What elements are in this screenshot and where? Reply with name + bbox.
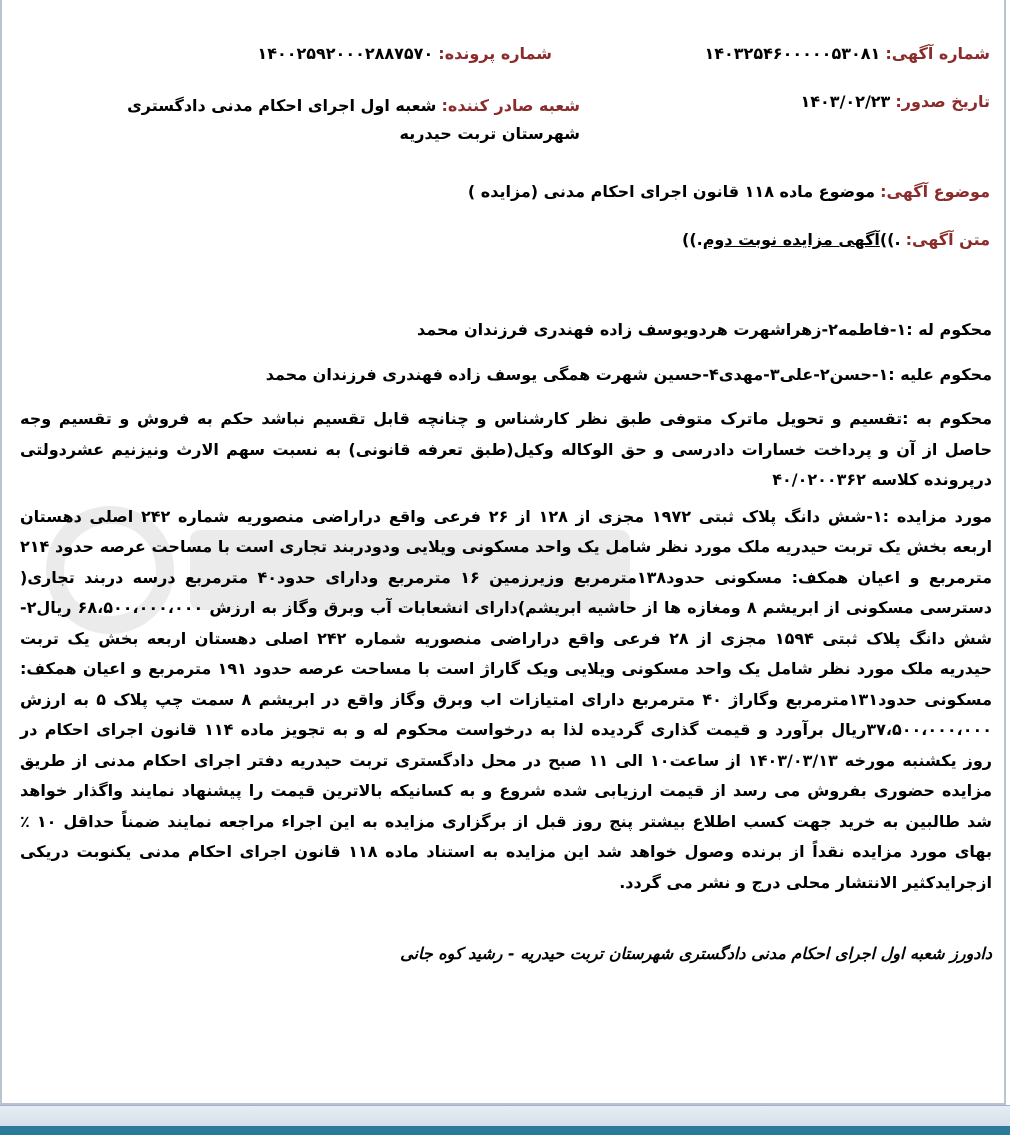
- case-number-label: شماره پرونده:: [438, 44, 552, 63]
- issuer: [60, 92, 580, 148]
- case-number-value: ۱۴۰۰۲۵۹۲۰۰۰۲۸۸۷۵۷۰: [257, 44, 434, 63]
- ad-number-label: شماره آگهی:: [885, 44, 990, 63]
- ad-text-prefix: .)): [879, 230, 901, 249]
- judgment-debtor: محکوم علیه :۱-حسن۲-علی۳-مهدی۴-حسین شهرت همگی یوسف زاده فهندری فرزندان محمد: [265, 364, 992, 384]
- issue-date-label: تاریخ صدور:: [895, 92, 990, 111]
- ad-text-title: [682, 230, 990, 249]
- ad-text-suffix: .)): [682, 230, 703, 249]
- subject-value: موضوع ماده ۱۱۸ قانون اجرای احکام مدنی (مزایده ): [467, 182, 876, 201]
- signature: دادورز شعبه اول اجرای احکام مدنی دادگستری شهرستان تربت حیدریه - رشید کوه جانی: [400, 944, 992, 963]
- issue-date-value: ۱۴۰۳/۰۲/۲۳: [800, 92, 891, 111]
- issue-date: [801, 92, 991, 111]
- subject: [468, 182, 990, 201]
- judgment-subject: محکوم به :تقسیم و تحویل ماترک متوفی طبق نظر کارشناس و چنانچه قابل تقسیم نباشد حکم به فروش و تقسیم وجه حاصل از آن و پرداخت خسارات دادرسی و حق الوکاله وکیل(طبق تعرفه قانونی) به نسبت سهم الارث ونیزنیم عشردولتی درپرونده کلاسه ۴۰/۰۲۰۰۳۶۲: [20, 409, 992, 489]
- judgment-creditor: محکوم له :۱-فاطمه۲-زهراشهرت هردویوسف زاده فهندری فرزندان محمد: [417, 320, 992, 339]
- issuer-value: شعبه اول اجرای احکام مدنی دادگستری شهرستان تربت حیدریه: [127, 96, 580, 143]
- ad-text-label: متن آگهی:: [905, 230, 990, 249]
- subject-label: موضوع آگهی:: [880, 182, 990, 201]
- case-number: [257, 44, 552, 63]
- window-bottom-bar: [0, 1105, 1010, 1135]
- ad-number-value: ۱۴۰۳۲۵۴۶۰۰۰۰۰۵۳۰۸۱: [704, 44, 881, 63]
- issuer-label: شعبه صادر کننده:: [441, 96, 580, 115]
- ad-number: [704, 44, 990, 63]
- auction-subject: مورد مزایده :۱-شش دانگ پلاک ثبتی ۱۹۷۲ مجزی از ۱۲۸ از ۲۶ فرعی واقع دراراضی منصوریه شماره ۲۴۲ اصلی دهستان اربعه بخش یک تربت حیدریه ملک مورد نظر شامل یک واحد مسکونی ویلایی ودودربند تجاری است با مساحت عرصه حدود ۲۱۴ مترمربع و اعیان همکف: مسکونی حدود۱۳۸مترمربع وزیرزمین ۱۶ مترمربع ودارای حدود۴۰ مترمربع درسه دربند تجاری( دسترسی مسکونی از ابریشم ۸ ومغازه ها از حاشیه ابریشم)دارای انشعابات آب وبرق وگاز به ارزش ۶۸،۵۰۰،۰۰۰،۰۰۰ ریال۲-شش دانگ پلاک ثبتی ۱۵۹۴ مجزی از ۲۸ فرعی واقع دراراضی منصوریه شماره ۲۴۲ اصلی دهستان اربعه بخش یک تربت حیدریه ملک مورد نظر شامل یک واحد مسکونی ویلایی ویک گاراژ است با مساحت عرصه حدود ۱۹۱ مترمربع و اعیان همکف: مسکونی حدود۱۳۱مترمربع وگاراژ ۴۰ مترمربع دارای امتیازات اب وبرق وگاز واقع در ابریشم ۸ سمت چپ پلاک ۵ به ارزش ۳۷،۵۰۰،۰۰۰،۰۰۰ریال برآورد و قیمت گذاری گردیده لذا به درخواست محکوم له و به تجویز ماده ۱۱۴ قانون اجرای احکام در روز یکشنبه مورخه ۱۴۰۳/۰۳/۱۳ از ساعت۱۰ الی ۱۱ صبح در محل دادگستری تربت حیدریه دفتر اجرای احکام مدنی از طریق مزایده حضوری بفروش می رسد از قیمت ارزیابی شده شروع و به کسانیکه بالاترین قیمت را پیشنهاد نمایند واگذار خواهد شد طالبین به خرید جهت کسب اطلاع بیشتر پنج روز قبل از برگزاری مزایده به این اجراء مراجعه نمایند ضمناً حداقل ۱۰ ٪ بهای مورد مزایده نقداً از برنده وصول خواهد شد این مزایده به استناد ماده ۱۱۸ قانون اجرای احکام مدنی یکنوبت دریکی ازجرایدکثیر الانتشار محلی درج و نشر می گردد.: [20, 506, 993, 892]
- ad-body: [20, 315, 992, 912]
- ad-text-heading: آگهی مزایده نوبت دوم: [702, 230, 880, 249]
